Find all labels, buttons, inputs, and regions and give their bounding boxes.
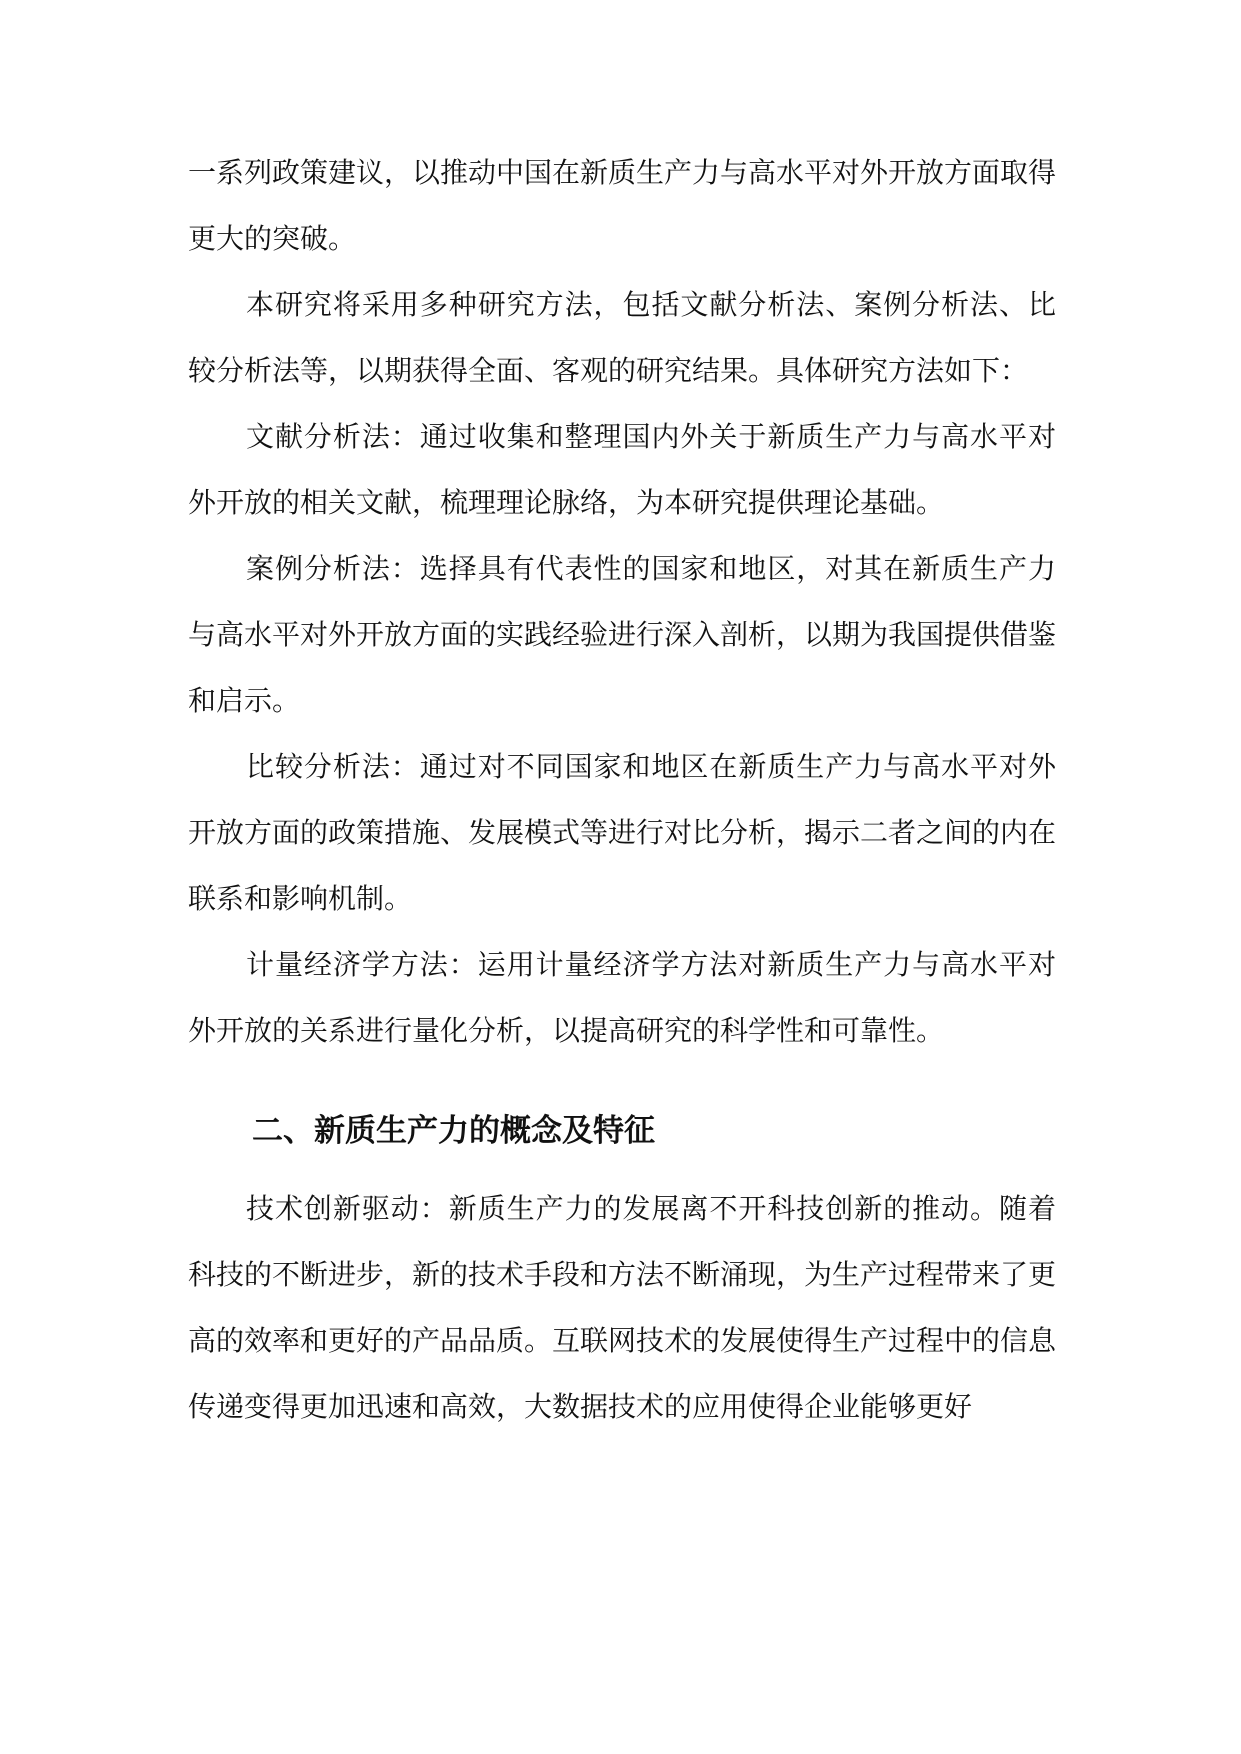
- paragraph-comparative-analysis: 比较分析法：通过对不同国家和地区在新质生产力与高水平对外开放方面的政策措施、发展模式等进行对比分析，揭示二者之间的内在联系和影响机制。: [188, 750, 1057, 915]
- paragraph-econometrics: 计量经济学方法：运用计量经济学方法对新质生产力与高水平对外开放的关系进行量化分析，以提高研究的科学性和可靠性。: [188, 948, 1056, 1047]
- paragraph-continuation: 一系列政策建议，以推动中国在新质生产力与高水平对外开放方面取得更大的突破。: [188, 156, 1057, 255]
- section-heading: 二、新质生产力的概念及特征: [252, 1113, 655, 1149]
- paragraph-research-methods-intro: 本研究将采用多种研究方法，包括文献分析法、案例分析法、比较分析法等，以期获得全面、客观的研究结果。具体研究方法如下：: [188, 288, 1056, 387]
- document-body: [188, 140, 1056, 1440]
- paragraph-literature-analysis: 文献分析法：通过收集和整理国内外关于新质生产力与高水平对外开放的相关文献，梳理理论脉络，为本研究提供理论基础。: [188, 420, 1056, 519]
- paragraph-case-analysis: 案例分析法：选择具有代表性的国家和地区，对其在新质生产力与高水平对外开放方面的实践经验进行深入剖析，以期为我国提供借鉴和启示。: [188, 552, 1057, 717]
- paragraph-technology-innovation: 技术创新驱动：新质生产力的发展离不开科技创新的推动。随着科技的不断进步，新的技术手段和方法不断涌现，为生产过程带来了更高的效率和更好的产品品质。互联网技术的发展使得生产过程中的信息传递变得更加迅速和高效，大数据技术的应用使得企业能够更好: [188, 1192, 1057, 1423]
